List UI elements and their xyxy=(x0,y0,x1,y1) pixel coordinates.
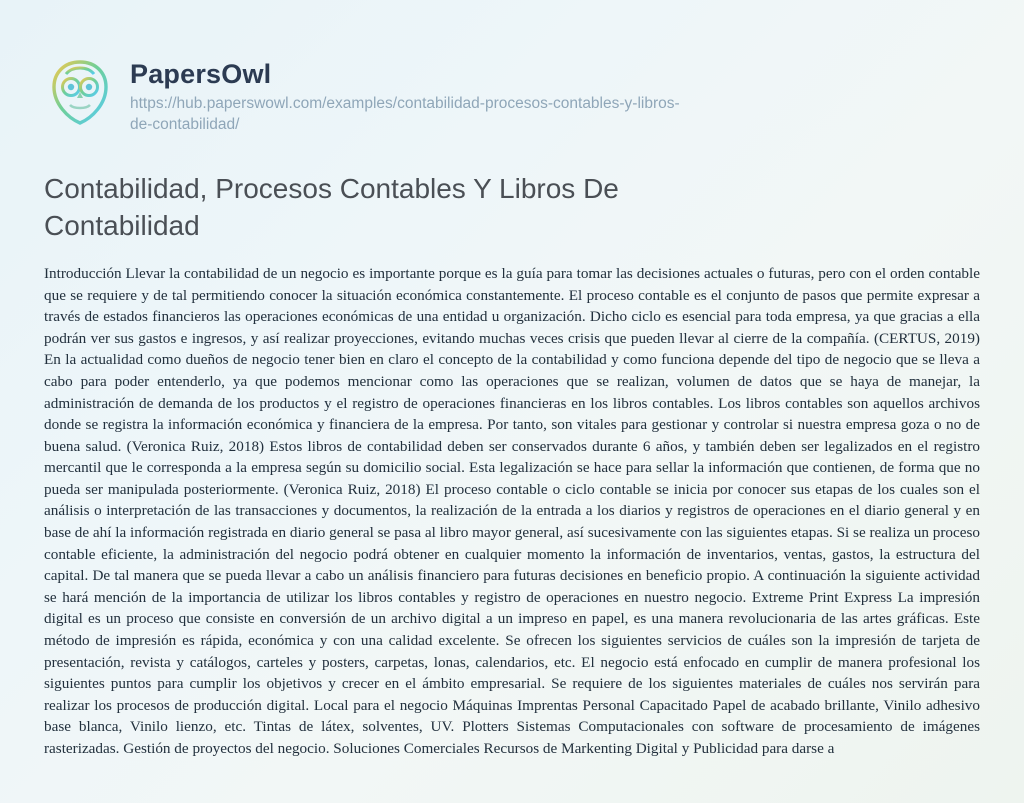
page-title: Contabilidad, Procesos Contables Y Libros De Contabilidad xyxy=(44,172,619,242)
source-url[interactable]: https://hub.paperswowl.com/examples/contabilidad-procesos-contables-y-libros-de-contabilidad/ xyxy=(130,94,680,133)
brand-block xyxy=(130,52,690,136)
document-body: Introducción Llevar la contabilidad de un negocio es importante porque es la guía para tomar las decisiones actuales o futuras, pero con el orden contable que se requiere y de tal permitiendo conocer la situación económica constantemente. El proceso contable es el conjunto de pasos que permite expresar a través de estados financieros las operaciones económicas de una entidad u organización. Dicho ciclo es esencial para toda empresa, ya que gracias a ella podrán ver sus gastos e ingresos, y así realizar proyecciones, evitando muchas veces crisis que pueden llevar al cierre de la compañía. (CERTUS, 2019) En la actualidad como dueños de negocio tener bien en claro el concepto de la contabilidad y como funciona depende del tipo de negocio que se lleva a cabo para poder entenderlo, ya que podemos mencionar como las operaciones que se realizan, volumen de datos que se haya de manejar, la administración de demanda de los productos y el registro de operaciones financieras en los libros contables. Los libros contables son aquellos archivos donde se registra la información económica y financiera de la empresa. Por tanto, son vitales para gestionar y controlar si nuestra empresa goza o no de buena salud. (Veronica Ruiz, 2018) Estos libros de contabilidad deben ser conservados durante 6 años, y también deben ser legalizados en el registro mercantil que le corresponda a la empresa según su domicilio social. Esta legalización se hace para sellar la información que contienen, de forma que no pueda ser manipulada posteriormente. (Veronica Ruiz, 2018) El proceso contable o ciclo contable se inicia por conocer sus etapas de los cuales son el análisis o interpretación de las transacciones y documentos, la realización de la entrada a los diarios y registros de operaciones en el diario general y en base de ahí la información registrada en diario general se pasa al libro mayor general, así sucesivamente con las siguientes etapas. Si se realiza un proceso contable eficiente, la administración del negocio podrá obtener en cualquier momento la información de inventarios, ventas, gastos, la estructura del capital. De tal manera que se pueda llevar a cabo un análisis financiero para futuras decisiones en beneficio propio. A continuación la siguiente actividad se hará mención de la importancia de utilizar los libros contables y registro de operaciones en nuestro negocio. Extreme Print Express La impresión digital es un proceso que consiste en conversión de un archivo digital a un impreso en papel, es una manera revolucionaria de las artes gráficas. Este método de impresión es rápida, económica y con una calidad excelente. Se ofrecen los siguientes servicios de cuáles son la impresión de tarjeta de presentación, revista y catálogos, carteles y posters, carpetas, lonas, calendarios, etc. El negocio está enfocado en cumplir de manera profesional los siguientes puntos para cumplir los objetivos y crecer en el ámbito empresarial. Se requiere de los siguientes materiales de cuáles nos servirán para realizar los procesos de producción digital. Local para el negocio Máquinas Imprentas Personal Capacitado Papel de acabado brillante, Vinilo adhesivo base blanca, Vinilo lienzo, etc. Tintas de látex, solventes, UV. Plotters Sistemas Computacionales con software de procesamiento de imágenes rasterizadas. Gestión de proyectos del negocio. Soluciones Comerciales Recursos de Markenting Digital y Publicidad para darse a xyxy=(44,265,980,757)
brand-name: PapersOwl xyxy=(130,59,272,89)
site-header xyxy=(0,0,1024,136)
owl-logo-icon xyxy=(44,56,116,128)
